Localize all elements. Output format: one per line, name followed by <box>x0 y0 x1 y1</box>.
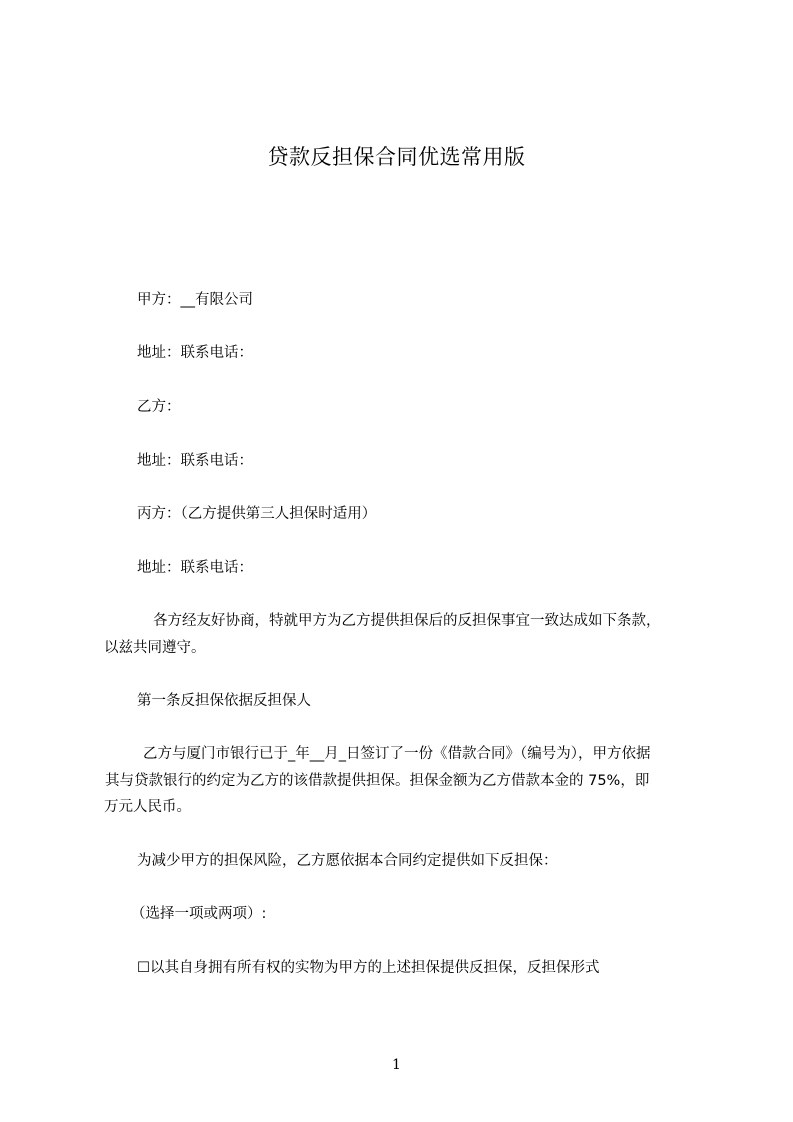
document-title: 贷款反担保合同优选常用版 <box>267 145 526 169</box>
page-number: 1 <box>392 1057 401 1073</box>
intro-paragraph-line-2: 以兹共同遵守。 <box>104 640 206 656</box>
party-a-line: 甲方：__有限公司 <box>137 292 253 308</box>
party-a-address-line: 地址：联系电话： <box>137 345 253 361</box>
choose-options-line: （选择一项或两项）: <box>131 906 267 922</box>
article-1-paragraph-line-1: 乙方与厦门市银行已于_年__月_日签订了一份《借款合同》（编号为），甲方依据 <box>143 746 651 762</box>
party-b-line: 乙方： <box>137 399 181 415</box>
article-1-heading: 第一条反担保依据反担保人 <box>137 693 311 709</box>
party-c-line: 丙方：（乙方提供第三人担保时适用） <box>137 506 377 522</box>
party-b-address-line: 地址：联系电话： <box>137 453 253 469</box>
party-c-address-line: 地址：联系电话： <box>137 560 253 576</box>
reduce-risk-line: 为减少甲方的担保风险，乙方愿依据本合同约定提供如下反担保： <box>137 853 558 869</box>
option-1-line: ☐以其自身拥有所有权的实物为甲方的上述担保提供反担保，反担保形式 <box>137 960 600 976</box>
article-1-paragraph-line-2: 其与贷款银行的约定为乙方的该借款提供担保。担保金额为乙方借款本金的 75%，即 <box>105 773 650 789</box>
intro-paragraph-line-1: 各方经友好协商，特就甲方为乙方提供担保后的反担保事宜一致达成如下条款， <box>153 613 661 629</box>
article-1-paragraph-line-3: 万元人民币。 <box>104 799 191 815</box>
